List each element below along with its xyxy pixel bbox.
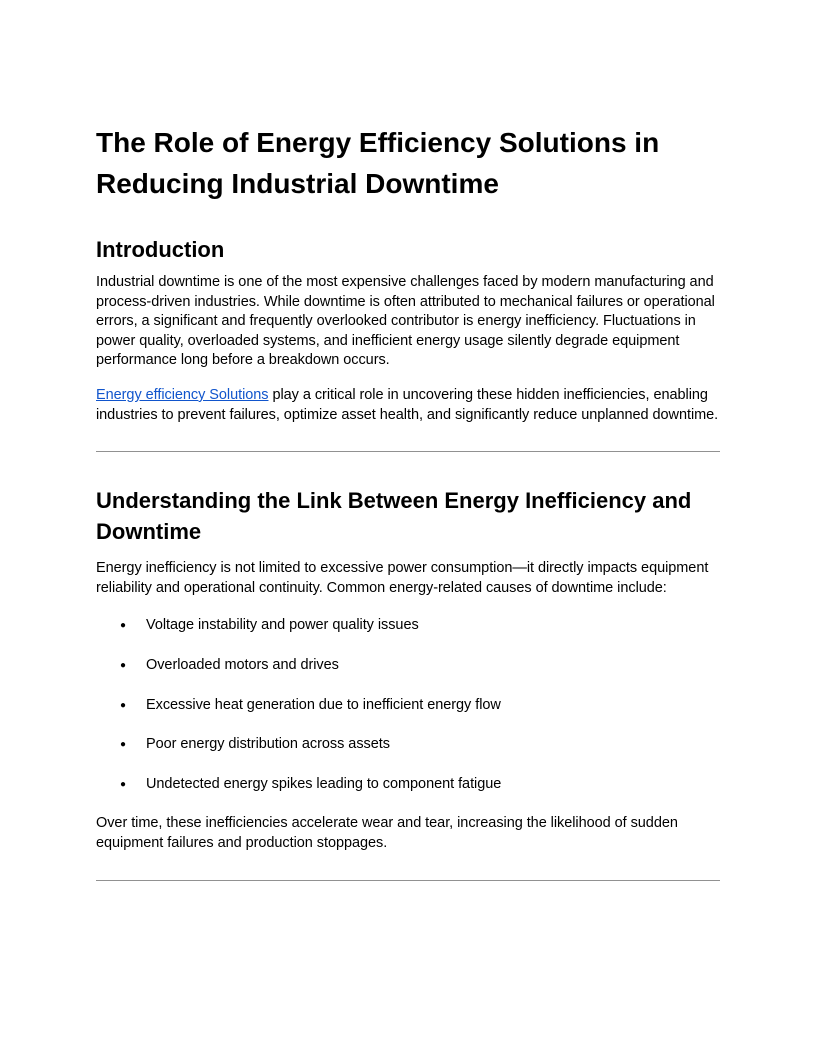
list-item-label: Poor energy distribution across assets — [146, 736, 390, 753]
bullet-icon: ● — [120, 620, 126, 632]
understanding-paragraph-2: Over time, these inefficiencies accelerate wear and tear, increasing the likelihood of sudden equipment failures and production stoppages. — [96, 815, 678, 851]
list-item — [96, 656, 720, 676]
list-item — [96, 735, 720, 755]
bullet-icon: ● — [120, 659, 126, 671]
list-item-label: Undetected energy spikes leading to component fatigue — [146, 775, 502, 792]
understanding-paragraph-1: Energy inefficiency is not limited to excessive power consumption—it directly impacts equipment reliability and operational continuity. Common energy-related causes of downtime include: — [96, 560, 709, 596]
bullet-icon: ● — [120, 739, 126, 751]
section-heading-understanding: Understanding the Link Between Energy Inefficiency and Downtime — [96, 488, 692, 545]
bullet-icon: ● — [120, 778, 126, 790]
bullet-icon: ● — [120, 699, 126, 711]
list-item — [96, 696, 720, 716]
intro-paragraph-1: Industrial downtime is one of the most expensive challenges faced by modern manufacturing and process-driven industries. While downtime is often attributed to mechanical failures or operational errors, a significant and frequently overlooked contributor is energy inefficiency. Fluctuations in power quality, overloaded systems, and inefficient energy usage silently degrade equipment performance long before a breakdown occurs. — [96, 274, 715, 369]
intro-paragraph-2-text: play a critical role in uncovering these hidden inefficiencies, enabling industries to prevent failures, optimize asset health, and significantly reduce unplanned downtime. — [96, 386, 719, 423]
list-item — [96, 775, 720, 795]
section-heading-introduction: Introduction — [96, 237, 225, 262]
downtime-causes-list — [96, 616, 720, 794]
section-divider-bottom — [96, 880, 720, 881]
document-title: The Role of Energy Efficiency Solutions in Reducing Industrial Downtime — [96, 127, 660, 199]
list-item-label: Overloaded motors and drives — [146, 656, 339, 673]
section-divider-top — [96, 451, 720, 452]
energy-efficiency-solutions-link[interactable]: Energy efficiency Solutions — [96, 386, 269, 403]
list-item-label: Excessive heat generation due to inefficient energy flow — [146, 696, 501, 713]
list-item-label: Voltage instability and power quality issues — [146, 617, 419, 634]
list-item — [96, 616, 720, 636]
intro-paragraph-2 — [96, 386, 720, 425]
